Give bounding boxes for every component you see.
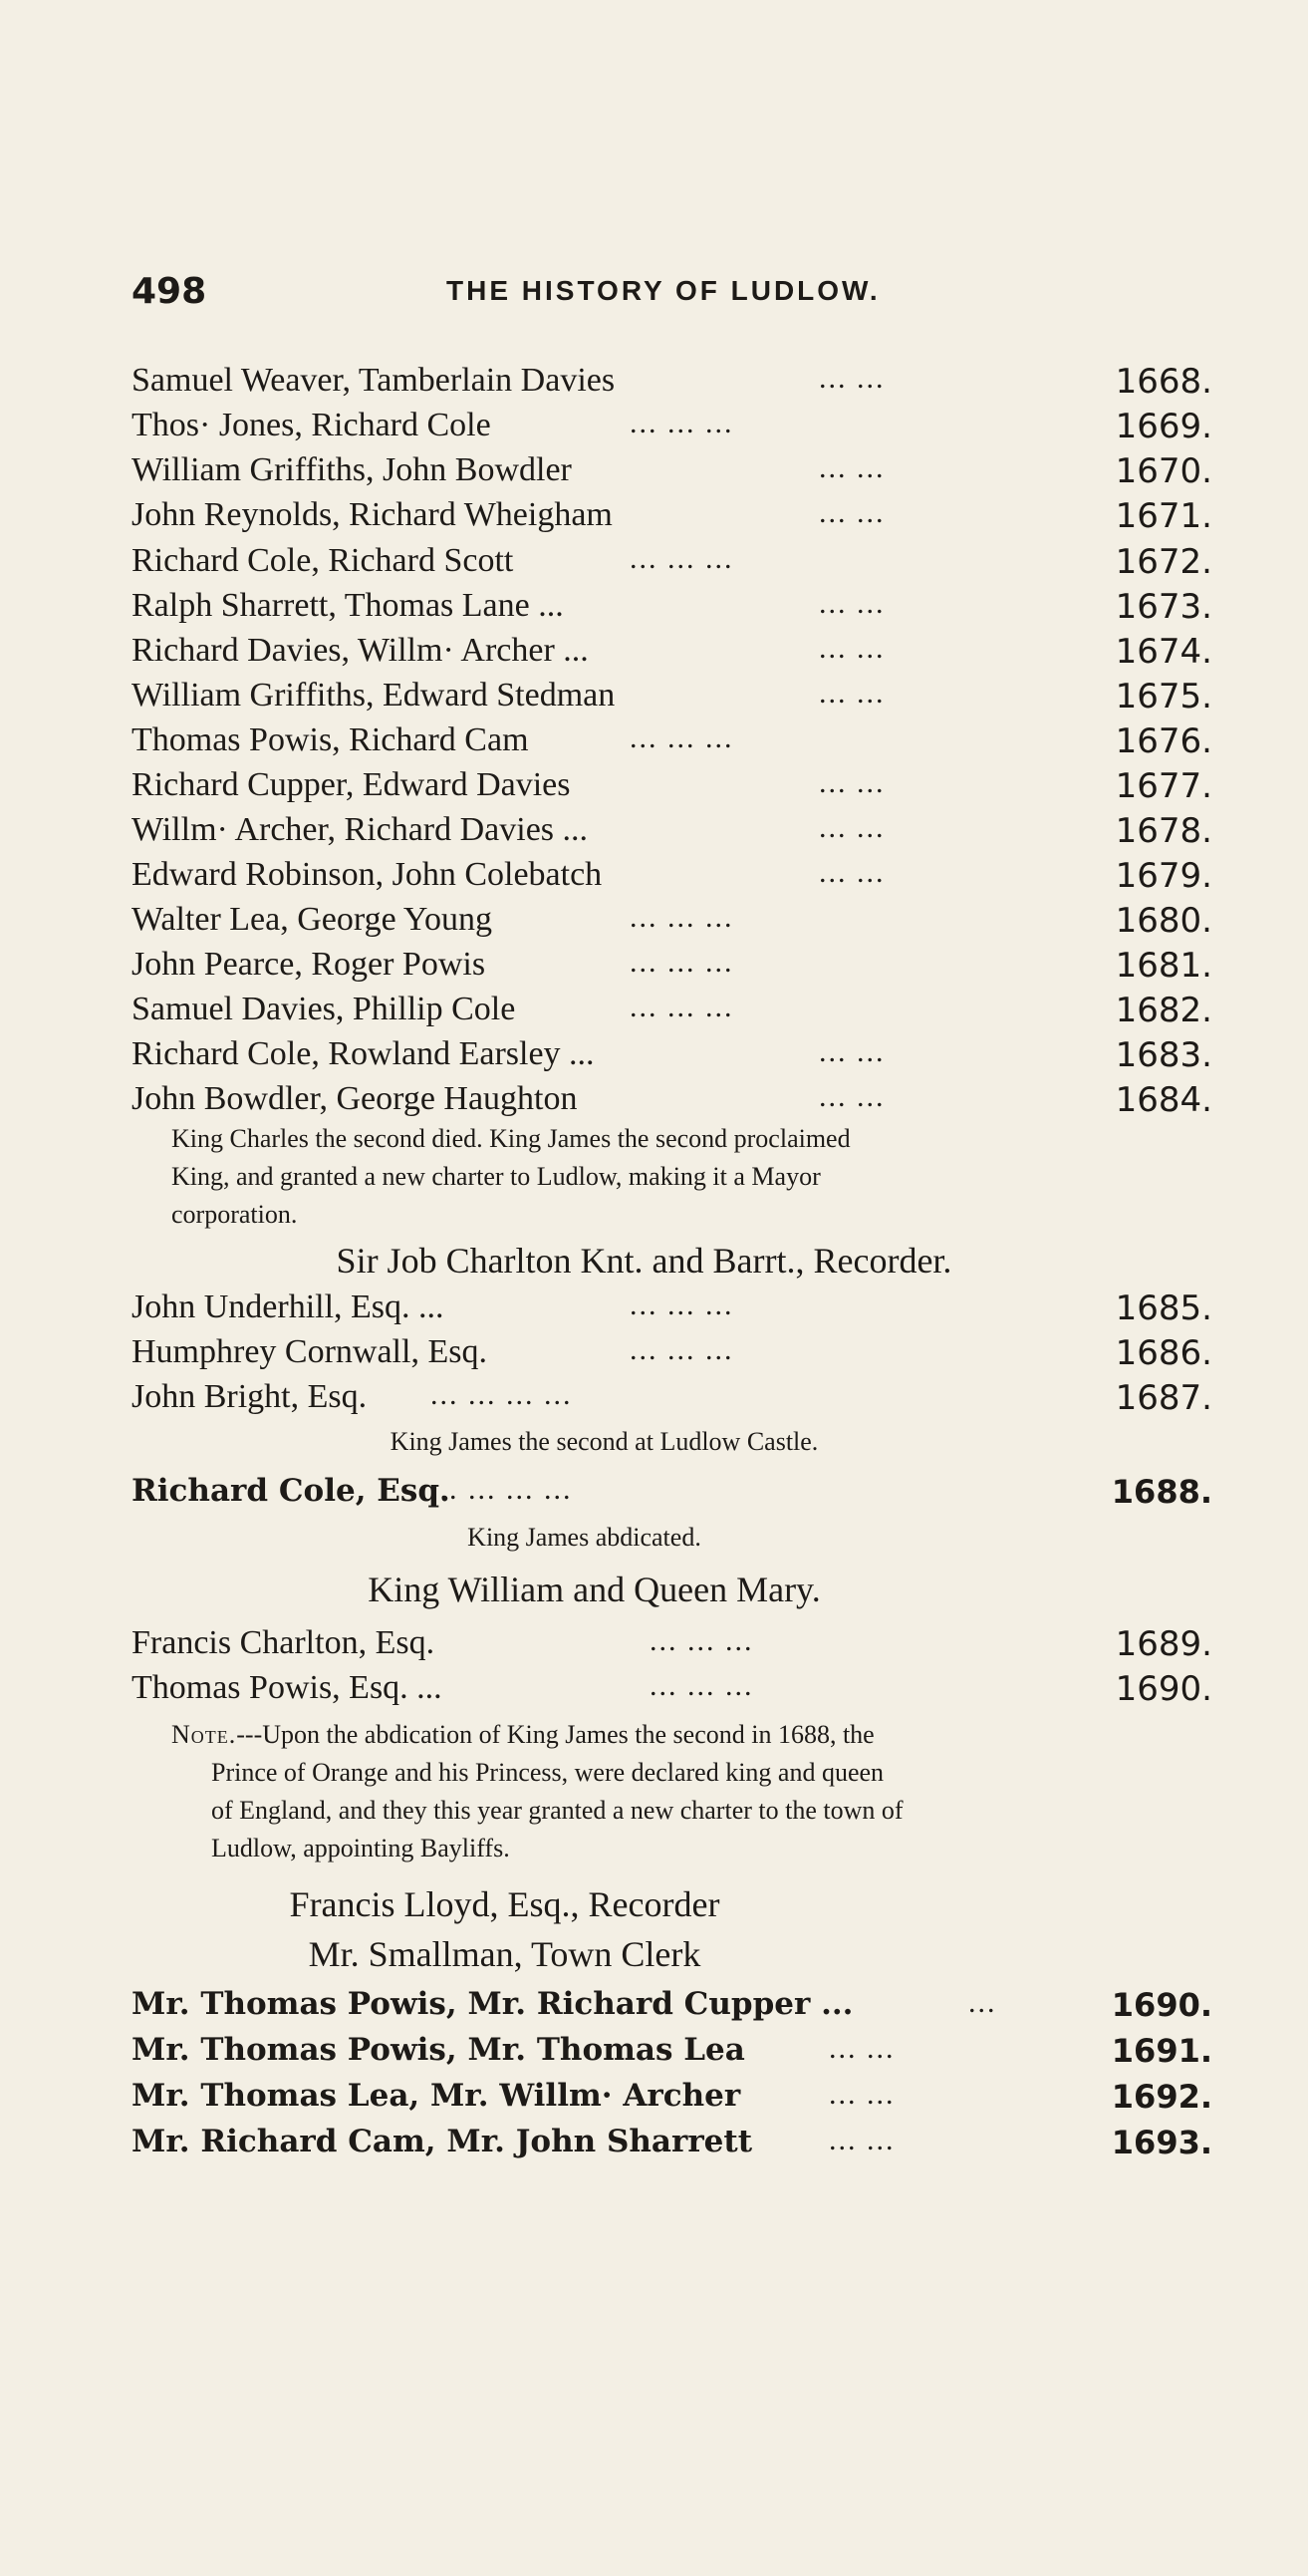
note-text: ---Upon the abdication of King James the second in 1688, the	[236, 1720, 875, 1749]
list-item	[131, 542, 1212, 586]
leader-dots: ... ...	[819, 1080, 886, 1113]
list-item	[131, 1035, 1212, 1079]
list-item	[131, 766, 1212, 810]
list-item	[131, 362, 1212, 406]
list-item	[131, 1986, 1212, 2030]
list-item	[131, 901, 1212, 945]
year: 1685.	[1115, 1288, 1212, 1328]
mayor-name: John Underhill, Esq. ...	[131, 1288, 444, 1325]
list-item	[131, 991, 1212, 1034]
recorder-heading: Francis Lloyd, Esq., Recorder	[289, 1884, 720, 1924]
bailiff-names: Richard Davies, Willm· Archer ...	[131, 632, 589, 669]
year: 1690.	[1115, 1669, 1212, 1709]
page-number: 498	[131, 271, 207, 312]
leader-dots: ... ... ...	[630, 721, 734, 754]
year: 1677.	[1115, 766, 1212, 806]
year: 1684.	[1115, 1080, 1212, 1120]
reign-heading: King William and Queen Mary.	[368, 1570, 821, 1609]
leader-dots: ... ... ...	[630, 991, 734, 1023]
bailiff-names: John Reynolds, Richard Wheigham	[131, 496, 613, 533]
list-item	[131, 1669, 1212, 1713]
recorder-heading: Sir Job Charlton Knt. and Barrt., Recorder.	[336, 1241, 952, 1281]
mayor-name: Humphrey Cornwall, Esq.	[131, 1333, 487, 1370]
running-title: THE HISTORY OF LUDLOW.	[446, 275, 881, 306]
leader-dots: ... ... ... ...	[430, 1473, 573, 1506]
leader-dots: ... ...	[819, 766, 886, 799]
year: 1689.	[1115, 1624, 1212, 1664]
year: 1674.	[1115, 632, 1212, 672]
bailiff-names: Walter Lea, George Young	[131, 901, 493, 938]
bailiff-names: Thos· Jones, Richard Cole	[131, 407, 491, 443]
list-item	[131, 407, 1212, 450]
year: 1679.	[1115, 856, 1212, 896]
year: 1686.	[1115, 1333, 1212, 1373]
page-header	[131, 271, 1207, 315]
list-item	[131, 1288, 1212, 1332]
year: 1676.	[1115, 721, 1212, 761]
leader-dots: ... ...	[819, 677, 886, 710]
list-item	[131, 1378, 1212, 1422]
leader-dots: ... ...	[819, 1035, 886, 1068]
bailiff-names: William Griffiths, John Bowdler	[131, 451, 572, 488]
leader-dots: ... ...	[819, 362, 886, 395]
leader-dots: ... ... ...	[650, 1624, 754, 1657]
year: 1668.	[1115, 362, 1212, 402]
leader-dots: ... ... ...	[630, 946, 734, 979]
year: 1669.	[1115, 407, 1212, 446]
mayor-name: Thomas Powis, Esq. ...	[131, 1669, 442, 1706]
mayor-name: Richard Cole, Esq.	[131, 1473, 450, 1509]
bailiff-names: Richard Cupper, Edward Davies	[131, 766, 571, 803]
list-item	[131, 1333, 1212, 1377]
year: 1672.	[1115, 542, 1212, 582]
list-item	[131, 811, 1212, 855]
year: 1678.	[1115, 811, 1212, 851]
leader-dots: ... ...	[829, 2032, 896, 2065]
bailiff-names: John Bowdler, George Haughton	[131, 1080, 578, 1117]
list-item	[131, 946, 1212, 990]
note-line: Prince of Orange and his Princess, were declared king and queen	[211, 1758, 885, 1787]
year: 1670.	[1115, 451, 1212, 491]
leader-dots: ...	[968, 1986, 997, 2019]
note-line: Ludlow, appointing Bayliffs.	[211, 1834, 510, 1862]
note-label: Note.	[171, 1720, 237, 1749]
bailiff-names: Samuel Weaver, Tamberlain Davies	[131, 362, 616, 399]
castle-note: King James the second at Ludlow Castle.	[390, 1427, 819, 1456]
year: 1693.	[1111, 2124, 1212, 2161]
leader-dots: ... ... ...	[650, 1669, 754, 1702]
bailiff-names: William Griffiths, Edward Stedman	[131, 677, 616, 714]
year: 1673.	[1115, 587, 1212, 627]
year: 1671.	[1115, 496, 1212, 536]
leader-dots: ... ...	[819, 811, 886, 844]
bailiff-names: Thomas Powis, Richard Cam	[131, 721, 529, 758]
bailiff-names: Ralph Sharrett, Thomas Lane ...	[131, 587, 564, 624]
town-clerk-heading: Mr. Smallman, Town Clerk	[308, 1934, 701, 1974]
bailiff-names: Richard Cole, Richard Scott	[131, 542, 514, 579]
list-item	[131, 496, 1212, 540]
note-line: King Charles the second died. King James the second proclaimed	[171, 1124, 851, 1153]
leader-dots: ... ... ...	[630, 1333, 734, 1366]
leader-dots: ... ... ...	[630, 901, 734, 934]
leader-dots: ... ...	[819, 856, 886, 889]
year: 1690.	[1111, 1986, 1212, 2024]
bailiff-names: Mr. Thomas Powis, Mr. Richard Cupper ...	[131, 1986, 854, 2022]
year: 1687.	[1115, 1378, 1212, 1418]
list-item	[131, 1624, 1212, 1668]
bailiff-names: Richard Cole, Rowland Earsley ...	[131, 1035, 595, 1072]
list-item	[131, 587, 1212, 631]
leader-dots: ... ... ...	[630, 407, 734, 439]
note-line: corporation.	[171, 1200, 298, 1229]
mayor-name: John Bright, Esq.	[131, 1378, 368, 1415]
bailiff-names: Edward Robinson, John Colebatch	[131, 856, 603, 893]
leader-dots: ... ...	[829, 2078, 896, 2111]
abdicated-note: King James abdicated.	[467, 1523, 701, 1552]
list-item	[131, 2078, 1212, 2122]
mayor-name: Francis Charlton, Esq.	[131, 1624, 435, 1661]
note-line: King, and granted a new charter to Ludlow, making it a Mayor	[171, 1162, 821, 1191]
bailiff-names: Mr. Thomas Lea, Mr. Willm· Archer	[131, 2078, 741, 2114]
year: 1691.	[1111, 2032, 1212, 2070]
leader-dots: ... ... ... ...	[430, 1378, 573, 1411]
list-item	[131, 677, 1212, 720]
year: 1688.	[1111, 1473, 1212, 1511]
year: 1692.	[1111, 2078, 1212, 2116]
bailiff-names: Samuel Davies, Phillip Cole	[131, 991, 516, 1027]
year: 1680.	[1115, 901, 1212, 941]
leader-dots: ... ...	[819, 632, 886, 665]
leader-dots: ... ... ...	[630, 1288, 734, 1321]
list-item	[131, 632, 1212, 676]
list-item	[131, 1473, 1212, 1517]
list-item	[131, 451, 1212, 495]
bailiff-names: John Pearce, Roger Powis	[131, 946, 486, 983]
year: 1681.	[1115, 946, 1212, 986]
note-line: of England, and they this year granted a new charter to the town of	[211, 1796, 904, 1825]
note-line	[171, 1716, 904, 1754]
historical-note	[171, 1716, 904, 1867]
list-item	[131, 2124, 1212, 2167]
year: 1682.	[1115, 991, 1212, 1030]
list-item	[131, 2032, 1212, 2076]
list-item	[131, 856, 1212, 900]
leader-dots: ... ...	[829, 2124, 896, 2156]
bailiff-names: Mr. Richard Cam, Mr. John Sharrett	[131, 2124, 753, 2159]
year: 1675.	[1115, 677, 1212, 716]
list-item	[131, 721, 1212, 765]
year: 1683.	[1115, 1035, 1212, 1075]
leader-dots: ... ... ...	[630, 542, 734, 575]
leader-dots: ... ...	[819, 587, 886, 620]
leader-dots: ... ...	[819, 496, 886, 529]
leader-dots: ... ...	[819, 451, 886, 484]
bailiff-names: Mr. Thomas Powis, Mr. Thomas Lea	[131, 2032, 745, 2068]
list-item	[131, 1080, 1212, 1124]
bailiff-names: Willm· Archer, Richard Davies ...	[131, 811, 589, 848]
historical-note	[171, 1120, 851, 1234]
